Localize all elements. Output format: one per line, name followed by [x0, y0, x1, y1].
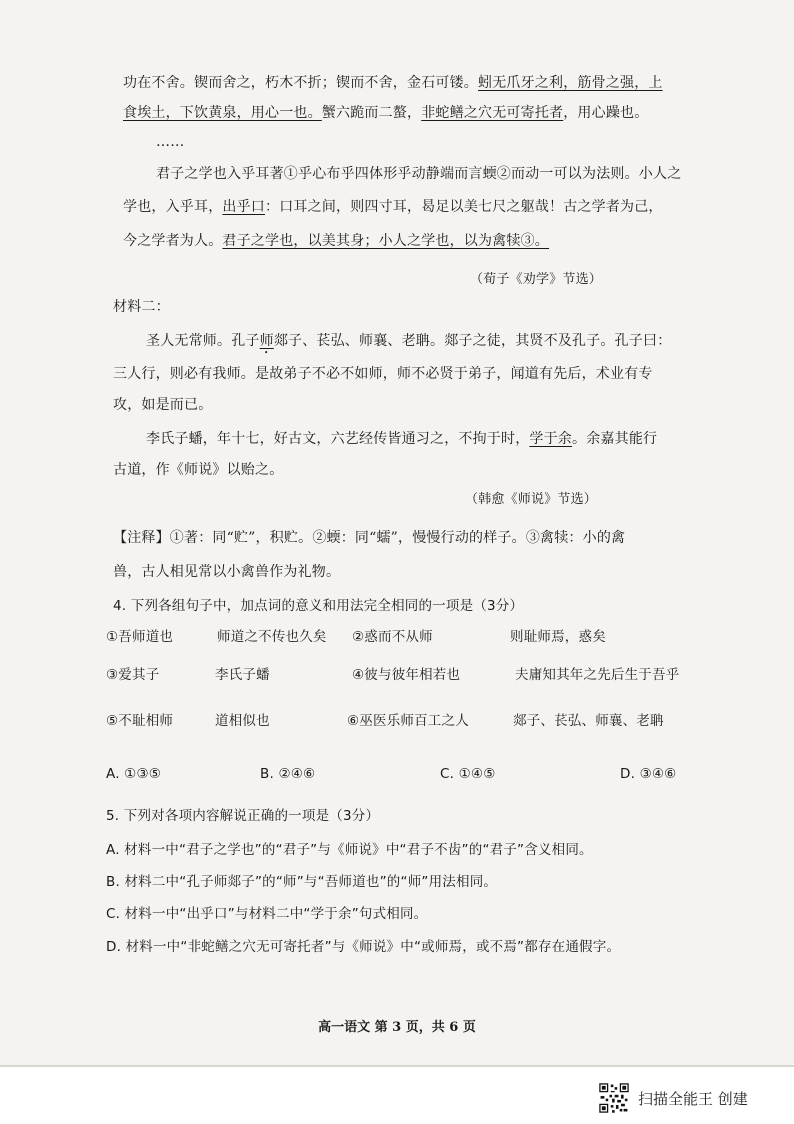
text-span: ，用心躁也。	[563, 105, 649, 121]
underlined-text: 食埃土，下饮黄泉，用心一也。	[123, 105, 322, 121]
underlined-text: 非蛇鳝之穴无可寄托者	[421, 105, 564, 121]
q4-option-c[interactable]: C. ①④⑤	[440, 766, 496, 782]
q4-item-5b: 道相似也	[215, 713, 270, 729]
text-span: 功在不舍。锲而舍之，朽木不折；锲而不舍，金石可镂。	[123, 75, 478, 91]
underlined-text: 出乎口	[222, 199, 266, 215]
dotted-word: 师	[259, 333, 274, 349]
q4-item-2a: ②惑而不从师	[352, 629, 433, 645]
q4-item-3b: 李氏子蟠	[215, 667, 270, 683]
text-span: 蟹六跪而二螯，	[321, 105, 422, 121]
question-4-stem: 4. 下列各组句子中，加点词的意义和用法完全相同的一项是（3分）	[113, 598, 524, 614]
text-line-5	[123, 231, 549, 251]
q4-item-1a: ①吾师道也	[106, 629, 174, 645]
text-line-1	[123, 73, 663, 93]
q4-item-2b: 则耻师焉，惑矣	[510, 629, 606, 645]
text-span: 郯子、苌弘、师襄、老聃。郯子之徒，其贤不及孔子。孔子曰：	[273, 333, 672, 349]
text-line-9	[146, 429, 657, 449]
notes-line-2: 兽，古人相见常以小禽兽作为礼物。	[113, 564, 341, 580]
text-line-8: 攻，如是而已。	[113, 397, 213, 413]
ellipsis: ……	[156, 134, 185, 150]
notes-line-1: 【注释】①著：同“贮”，积贮。②蝡：同“蠕”，慢慢行动的样子。③禽犊：小的禽	[113, 530, 626, 546]
source-xunzi: （荀子《劝学》节选）	[470, 272, 603, 287]
text-line-10: 古道，作《师说》以贻之。	[113, 462, 284, 478]
source-hanyu: （韩愈《师说》节选）	[465, 492, 598, 507]
watermark-text: 扫描全能王 创建	[638, 1089, 748, 1108]
material-two-label: 材料二：	[113, 299, 170, 315]
text-line-6	[146, 331, 671, 357]
text-span: ：口耳之间，则四寸耳，曷足以美七尺之躯哉！古之学者为己，	[265, 199, 663, 215]
text-line-7: 三人行，则必有我师。是故弟子不必不如师，师不必贤于弟子，闻道有先后，术业有专	[113, 366, 653, 382]
q4-item-1b: 师道之不传也久矣	[217, 629, 327, 645]
text-span: 。余嘉其能行	[572, 431, 658, 447]
q5-option-c[interactable]: C. 材料一中“出乎口”与材料二中“学于余”句式相同。	[106, 906, 428, 922]
underlined-text: 蚓无爪牙之利，筋骨之强，上	[478, 75, 663, 91]
q4-item-5a: ⑤不耻相师	[106, 713, 174, 729]
text-span: 圣人无常师。孔子	[146, 333, 260, 349]
text-span: 李氏子蟠，年十七，好古文，六艺经传皆通习之，不拘于时，	[146, 431, 530, 447]
text-line-3: 君子之学也入乎耳著①乎心布乎四体形乎动静端而言蝡②而动一可以为法则。小人之	[156, 166, 682, 182]
underlined-text: 学于余	[529, 431, 573, 447]
text-span: 今之学者为人。	[123, 233, 223, 249]
q4-option-d[interactable]: D. ③④⑥	[620, 766, 677, 782]
q5-option-d[interactable]: D. 材料一中“非蛇鳝之穴无可寄托者”与《师说》中“或师焉，或不焉”都存在通假字。	[106, 939, 621, 955]
q4-item-4a: ④彼与彼年相若也	[352, 667, 461, 683]
page-footer: 高一语文 第 3 页，共 6 页	[318, 1020, 476, 1035]
q5-option-b[interactable]: B. 材料二中“孔子师郯子”的“师”与“吾师道也”的“师”用法相同。	[106, 874, 498, 890]
q4-item-4b: 夫庸知其年之先后生于吾乎	[515, 667, 680, 683]
q4-item-6a: ⑥巫医乐师百工之人	[347, 713, 469, 729]
q4-item-3a: ③爱其子	[106, 667, 160, 683]
text-line-4	[123, 197, 663, 217]
q4-option-a[interactable]: A. ①③⑤	[106, 766, 162, 782]
text-line-2	[123, 103, 648, 123]
question-5-stem: 5. 下列对各项内容解说正确的一项是（3分）	[106, 808, 380, 824]
q5-option-a[interactable]: A. 材料一中“君子之学也”的“君子”与《师说》中“君子不齿”的“君子”含义相同。	[106, 842, 593, 858]
q4-item-6b: 郯子、苌弘、师襄、老聃	[513, 713, 664, 729]
page-edge	[0, 1065, 794, 1067]
underlined-text: 君子之学也，以美其身；小人之学也，以为禽犊③。	[222, 233, 550, 249]
q4-option-b[interactable]: B. ②④⑥	[260, 766, 316, 782]
qr-code-icon	[598, 1082, 630, 1114]
scanner-watermark	[598, 1083, 748, 1113]
text-span: 学也，入乎耳，	[123, 199, 223, 215]
